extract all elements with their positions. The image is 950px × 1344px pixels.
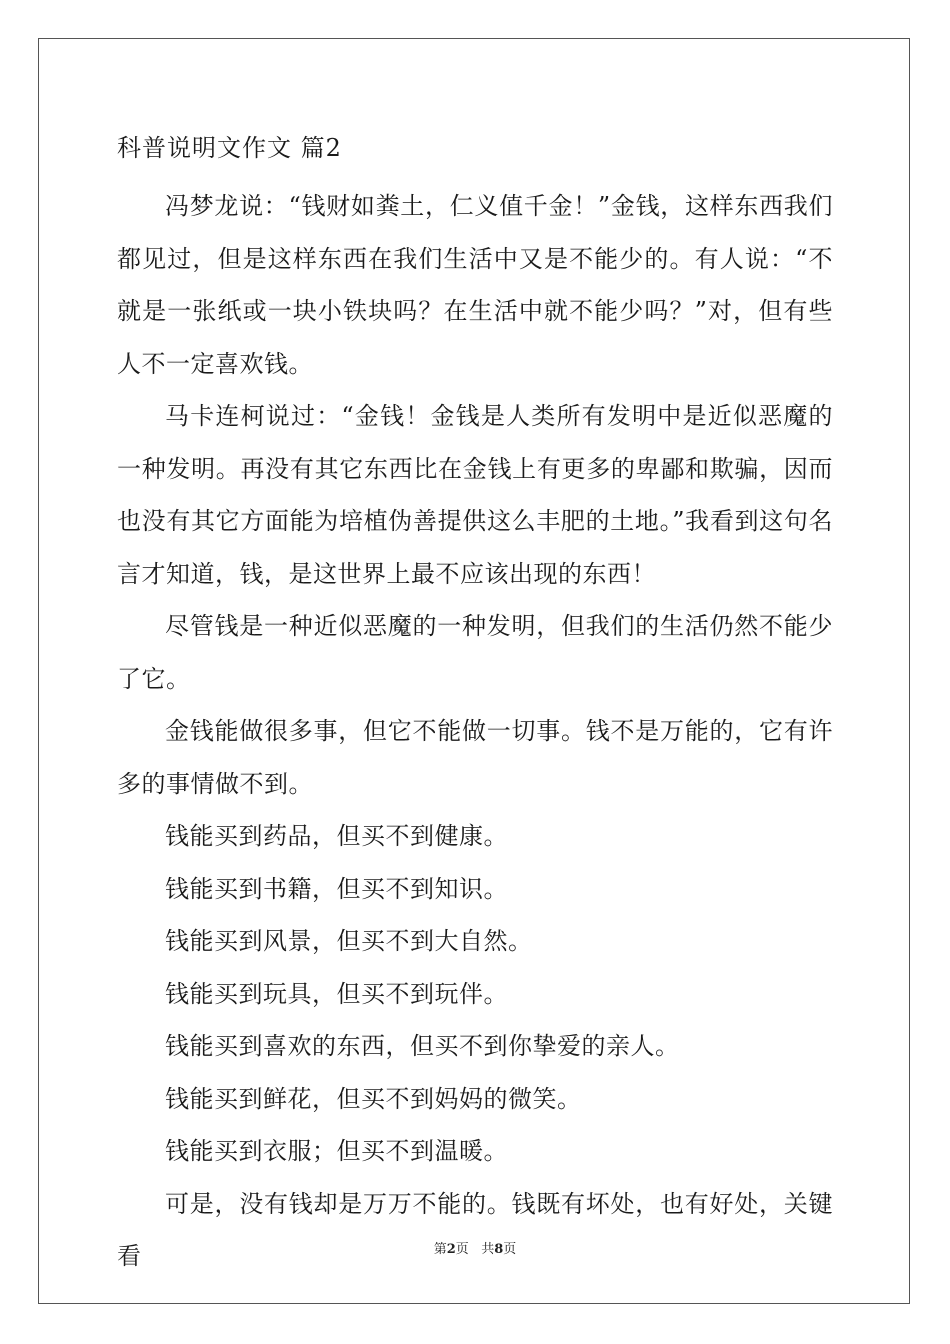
paragraph: 钱能买到喜欢的东西，但买不到你挚爱的亲人。 — [165, 1032, 680, 1060]
paragraph: 钱能买到衣服；但买不到温暖。 — [165, 1137, 508, 1165]
total-suffix: 页 — [503, 1242, 517, 1257]
paragraph: 钱能买到药品，但买不到健康。 — [165, 822, 508, 850]
page-suffix: 页 — [455, 1242, 469, 1257]
page-number: 2 — [446, 1242, 456, 1257]
paragraph: 钱能买到玩具，但买不到玩伴。 — [165, 979, 508, 1008]
paragraph: 可是，没有钱却是万万不能的。钱既有坏处，也有好处，关键看 — [117, 1189, 833, 1270]
paragraph: 钱能买到鲜花，但买不到妈妈的微笑。 — [165, 1084, 582, 1113]
paragraph: 钱能买到书籍，但买不到知识。 — [165, 874, 508, 903]
total-prefix: 共 — [481, 1242, 495, 1257]
paragraph: 冯梦龙说：“钱财如粪土，仁义值千金！”金钱，这样东西我们都见过，但是这样东西在我们生活中又是不能少的。有人说：“不就是一张纸或一块小铁块吗？在生活中就不能少吗？”对，但有些人不一定喜欢钱。 — [117, 192, 833, 378]
total-pages: 8 — [494, 1242, 504, 1257]
document-body — [117, 128, 833, 1283]
paragraph: 尽管钱是一种近似恶魔的一种发明，但我们的生活仍然不能少了它。 — [117, 612, 833, 693]
paragraph: 金钱能做很多事，但它不能做一切事。钱不是万能的，它有许多的事情做不到。 — [117, 717, 833, 798]
document-title: 科普说明文作文 篇2 — [117, 134, 342, 162]
page-prefix: 第 — [433, 1242, 447, 1257]
paragraph: 钱能买到风景，但买不到大自然。 — [165, 927, 533, 955]
page-footer — [0, 1241, 950, 1259]
paragraph: 马卡连柯说过：“金钱！金钱是人类所有发明中是近似恶魔的一种发明。再没有其它东西比在金钱上有更多的卑鄙和欺骗，因而也没有其它方面能为培植伪善提供这么丰肥的土地。”我看到这句名言才知道，钱，是这世界上最不应该出现的东西！ — [117, 402, 833, 588]
